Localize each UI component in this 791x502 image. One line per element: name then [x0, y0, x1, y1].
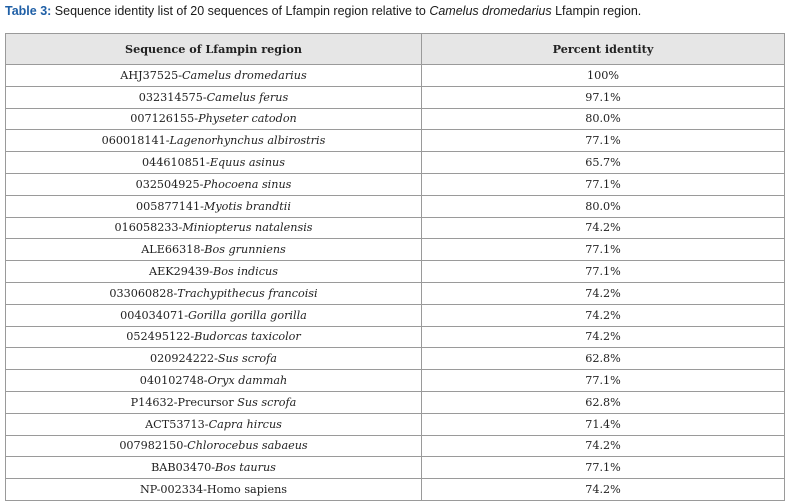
sequence-cell	[6, 282, 422, 304]
accession-text: 020924222-	[150, 352, 218, 366]
percent-identity-cell: 77.1%	[422, 130, 785, 152]
sequence-cell	[6, 457, 422, 479]
table-caption	[5, 4, 785, 18]
percent-identity-cell: 77.1%	[422, 370, 785, 392]
caption-text-before: Sequence identity list of 20 sequences of Lfampin region relative to	[51, 4, 430, 18]
sequence-cell	[6, 413, 422, 435]
species-name: Phocoena sinus	[203, 177, 292, 191]
species-name: Chlorocebus sabaeus	[187, 439, 308, 453]
accession-text: AHJ37525-	[120, 68, 182, 82]
table-row	[6, 370, 785, 392]
species-name: Camelus dromedarius	[181, 68, 307, 82]
header-sequence: Sequence of Lfampin region	[6, 34, 422, 65]
sequence-cell	[6, 348, 422, 370]
table-row	[6, 391, 785, 413]
percent-identity-cell: 74.2%	[422, 304, 785, 326]
species-name: Gorilla gorilla gorilla	[188, 308, 307, 322]
table-row	[6, 152, 785, 174]
table-row	[6, 282, 785, 304]
percent-identity-cell: 65.7%	[422, 152, 785, 174]
sequence-cell	[6, 152, 422, 174]
percent-identity-cell: 77.1%	[422, 239, 785, 261]
species-name: Oryx dammah	[207, 374, 288, 388]
table-row	[6, 65, 785, 87]
accession-text: AEK29439-	[149, 265, 213, 279]
species-name: Equus asinus	[209, 156, 286, 170]
table-row	[6, 435, 785, 457]
accession-text: 032314575-	[138, 90, 207, 104]
accession-text: 005877141-	[136, 199, 204, 213]
accession-text: 032504925-	[135, 177, 204, 191]
sequence-cell	[6, 479, 422, 501]
sequence-cell	[6, 195, 422, 217]
percent-identity-cell: 77.1%	[422, 457, 785, 479]
table-row	[6, 326, 785, 348]
identity-table	[5, 33, 785, 501]
species-name: Bos indicus	[212, 265, 278, 279]
accession-text: 016058233-	[114, 221, 183, 235]
table-row	[6, 304, 785, 326]
percent-identity-cell: 74.2%	[422, 479, 785, 501]
table-body	[6, 65, 785, 501]
species-name: Bos grunniens	[204, 243, 286, 257]
accession-text: P14632-Precursor	[130, 395, 238, 409]
accession-text: NP-002334-Homo sapiens	[139, 483, 288, 497]
table-row	[6, 457, 785, 479]
table-row	[6, 479, 785, 501]
sequence-cell	[6, 261, 422, 283]
accession-text: 007982150-	[119, 439, 188, 453]
species-name: Physeter catodon	[198, 112, 297, 126]
percent-identity-cell: 62.8%	[422, 391, 785, 413]
sequence-cell	[6, 326, 422, 348]
table-header-row	[6, 34, 785, 65]
percent-identity-cell: 71.4%	[422, 413, 785, 435]
accession-text: 060018141-	[101, 134, 170, 148]
species-name: Myotis brandtii	[203, 199, 291, 213]
accession-text: 040102748-	[139, 374, 208, 388]
percent-identity-cell: 80.0%	[422, 195, 785, 217]
species-name: Bos taurus	[214, 461, 276, 475]
percent-identity-cell: 74.2%	[422, 435, 785, 457]
sequence-cell	[6, 304, 422, 326]
sequence-cell	[6, 65, 422, 87]
percent-identity-cell: 97.1%	[422, 86, 785, 108]
table-row	[6, 195, 785, 217]
table-row	[6, 239, 785, 261]
table-label: Table 3:	[5, 4, 52, 18]
species-name: Capra hircus	[208, 417, 282, 431]
species-name: Trachypithecus francoisi	[177, 286, 318, 300]
table-row	[6, 108, 785, 130]
species-name: Lagenorhynchus albirostris	[169, 134, 326, 148]
species-name: Sus scrofa	[217, 352, 277, 366]
sequence-cell	[6, 239, 422, 261]
sequence-cell	[6, 108, 422, 130]
accession-text: ALE66318-	[141, 243, 205, 257]
table-row	[6, 173, 785, 195]
sequence-cell	[6, 391, 422, 413]
percent-identity-cell: 77.1%	[422, 261, 785, 283]
table-row	[6, 217, 785, 239]
sequence-cell	[6, 173, 422, 195]
table-row	[6, 261, 785, 283]
percent-identity-cell: 62.8%	[422, 348, 785, 370]
accession-text: 033060828-	[109, 286, 178, 300]
table-row	[6, 348, 785, 370]
sequence-cell	[6, 86, 422, 108]
header-percent-identity: Percent identity	[422, 34, 785, 65]
species-name: Sus scrofa	[237, 395, 297, 409]
accession-text: 044610851-	[141, 156, 210, 170]
sequence-cell	[6, 130, 422, 152]
accession-text: 007126155-	[130, 112, 199, 126]
sequence-cell	[6, 435, 422, 457]
sequence-cell	[6, 370, 422, 392]
species-name: Camelus ferus	[206, 90, 289, 104]
table-row	[6, 130, 785, 152]
sequence-cell	[6, 217, 422, 239]
table-row	[6, 413, 785, 435]
accession-text: 052495122-	[126, 330, 195, 344]
percent-identity-cell: 80.0%	[422, 108, 785, 130]
accession-text: 004034071-	[120, 308, 188, 322]
caption-text-after: Lfampin region.	[551, 4, 642, 18]
species-name: Miniopterus natalensis	[182, 221, 313, 235]
accession-text: ACT53713-	[145, 417, 209, 431]
accession-text: BAB03470-	[151, 461, 215, 475]
table-row	[6, 86, 785, 108]
species-name: Budorcas taxicolor	[194, 330, 301, 344]
percent-identity-cell: 74.2%	[422, 217, 785, 239]
percent-identity-cell: 77.1%	[422, 173, 785, 195]
caption-species: Camelus dromedarius	[429, 4, 552, 18]
percent-identity-cell: 74.2%	[422, 326, 785, 348]
percent-identity-cell: 100%	[422, 65, 785, 87]
percent-identity-cell: 74.2%	[422, 282, 785, 304]
